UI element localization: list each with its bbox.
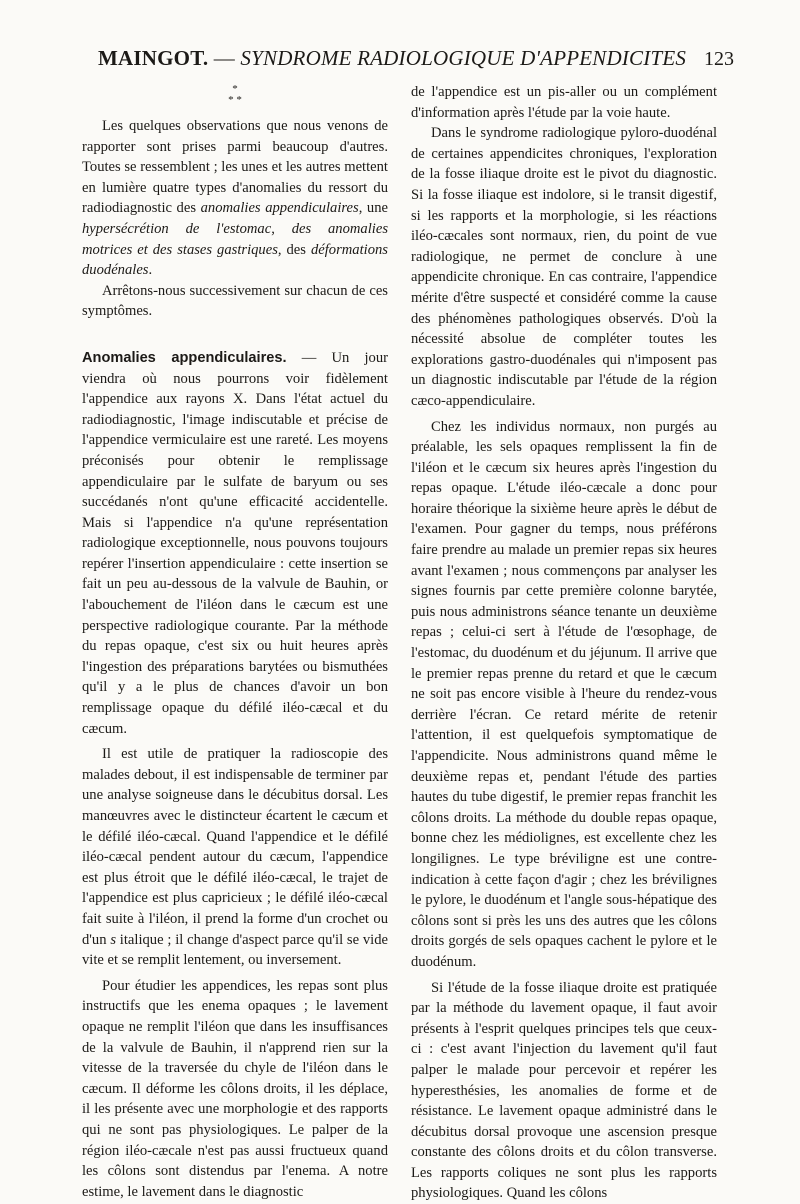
header-dash: — <box>208 46 241 70</box>
right-paragraph-4: Si l'étude de la fosse iliaque droite est pratiquée par la méthode du lavement opaque, il faut avoir présents à l'esprit quelques principes tels que ceux-ci : c'est avant l'injection du lavement qu'il faut palper le malade pour percevoir et repérer les hyperesthésies, les anomalies de forme et de résistance. Le lavement opaque administré dans le décubitus dorsal provoque une ascension presque constante des côlons droits et du côlon transverse. Les rapports coliques ne sont plus les rapports physiologiques. Quand les côlons <box>411 979 717 1202</box>
left-paragraph-1 <box>82 116 388 281</box>
p3-text: — Un jour viendra où nous pourrons voir fidèlement l'appendice aux rayons X. Dans l'état actuel du radiodiagnostic, l'image indiscutable et précise de l'appendice vermiculaire est une rareté. Les moyens préconisés pour obtenir le remplissage appendiculaire par le sulfate de baryum ou ses succédanés n'ont qu'une efficacité accidentelle. Mais si l'appendice n'a qu'une représentation radiologique exceptionnelle, nous pouvons toujours repérer l'insertion appendiculaire : cette insertion se fait un peu au-dessous de la valvule de Bauhin, or l'abouchement de l'iléon dans le cæcum est une perspective radiologique courante. Par la méthode du repas opaque, c'est six ou huit heures après l'ingestion des préparations barytées ou bismuthées qu'il y a le plus de chances d'avoir un bon remplissage opaque du défilé iléo-cæcal et du cæcum. <box>82 349 388 737</box>
p4-italic: s <box>110 931 117 948</box>
page-number: 123 <box>704 48 734 70</box>
left-paragraph-2: Arrêtons-nous successivement sur chacun de ces symptômes. <box>82 282 388 320</box>
section-heading: Anomalies appendiculaires. <box>82 349 287 366</box>
p1-text-c: , <box>271 220 292 237</box>
p1-italic-1: anomalies appendiculaires <box>200 200 359 217</box>
right-paragraph-3: Chez les individus normaux, non purgés au préalable, les sels opaques remplissent la fin de l'iléon et le cæcum six heures après l'ingestion du repas opaque. L'étude iléo-cæcale a donc pour horaire théorique la sixième heure après le début de l'examen. Pour gagner du temps, nous préférons faire prendre au malade un premier repas six heures avant l'examen ; nous commençons par analyser les signes fournis par cette première colonne barytée, puis nous administrons séance tenante un deuxième repas ; celui-ci sert à l'étude de l'œsophage, de l'estomac, du duodénum et du jéjunum. Il arrive que le premier repas prenne du retard et que le cæcum ne soit pas encore visible à l'heure du rendez-vous derrière l'écran. Ce retard mérite de retenir l'attention, il est quelquefois symptomatique de l'appendicite. Nous administrons quand même le deuxième repas et, pendant l'étude des parties hautes du tube digestif, le premier repas franchit les côlons droits. La méthode du double repas opaque, bonne chez les médiolignes, est excellente chez les longilignes. Le type bréviligne est une contre-indication à cette façon d'agir ; chez les brévilignes le pylore, le duodénum et l'angle sous-hépatique des côlons sont si près les uns des autres que les côlons droits gorgés de sels opaques cachent le pylore et le duodénum. <box>411 418 717 970</box>
right-column <box>411 82 717 1204</box>
left-paragraph-4 <box>82 744 388 971</box>
running-header <box>98 46 738 76</box>
p4-text-b: italique ; il change d'aspect parce qu'il se vide vite et se remplit lentement, ou inversement. <box>82 931 389 969</box>
p1-italic-4: déformations duodénales <box>82 241 388 279</box>
p1-text-a: Les quelques observations que nous venons de rapporter sont prises parmi beaucoup d'autres. Toutes se ressemblent ; les unes et les autres mettent en lumière quatre types d'anomalies du ressort du radiodiagnostic des <box>82 118 388 217</box>
right-paragraph-1: de l'appendice est un pis-aller ou un complément d'information après l'étude par la voie haute. <box>411 84 717 121</box>
p1-text-e: . <box>148 262 153 279</box>
header-topic: SYNDROME RADIOLOGIQUE D'APPENDICITES <box>240 46 687 70</box>
asterism-separator <box>82 82 388 116</box>
left-paragraph-5: Pour étudier les appendices, les repas sont plus instructifs que les enema opaques ; le lavement opaque ne remplit l'iléon que dans les insuffisances de la valvule de Bauhin, il n'apprend rien sur la vitesse de la traversée du chyle de l'iléon dans le cæcum. Il déforme les côlons droits, il les déplace, il les présente avec une morphologie et des rapports qui ne sont pas physiologiques. Le palper de la région iléo-cæcale n'est pas aussi fructueux quand les côlons sont distendus par l'enema. A notre estime, le lavement dans le diagnostic <box>82 977 388 1200</box>
header-title <box>98 46 686 71</box>
right-paragraph-2: Dans le syndrome radiologique pyloro-duodénal de certaines appendicites chroniques, l'exploration de la fosse iliaque droite est le pivot du diagnostic. Si la fosse iliaque est indolore, si le transit digestif, si les rapports et la morphologie, si les réactions iléo-cæcales sont normaux, rien, du point de vue radiologique, ne permet de conclure à une appendicite chronique. En cas contraire, l'appendice mérite d'être suspecté et considéré comme la cause des phénomènes pathologiques observés. D'où la nécessité absolue de compléter toutes les explorations gastro-duodénales qui n'imposent pas un diagnostic indiscutable par l'étude de la région cæco-appendiculaire. <box>411 125 717 409</box>
left-paragraph-3 <box>82 348 388 739</box>
p1-text-b: , une <box>358 200 388 217</box>
p1-italic-3: des anomalies motrices et des stases gastriques <box>82 220 388 258</box>
header-author: MAINGOT. <box>98 46 209 70</box>
asterism-bottom: * * <box>228 94 242 106</box>
p4-text-a: Il est utile de pratiquer la radioscopie des malades debout, il est indispensable de terminer par une analyse soigneuse dans le décubitus dorsal. Les manœuvres avec le distincteur écartent le cæcum et le défilé iléo-cæcal. Quand l'appendice et le défilé iléo-cæcal pendent autour du cæcum, l'appendice est plus étroit que le défilé iléo-cæcal, le trajet de l'appendice est plus capricieux ; le défilé iléo-cæcal fait suite à l'iléon, il prend la forme d'un crochet ou d'un <box>82 746 388 948</box>
p1-italic-2: hypersécrétion de l'estomac <box>82 220 272 237</box>
p1-text-d: , des <box>277 241 311 258</box>
asterism-top: * <box>232 83 238 95</box>
left-column <box>82 82 388 1202</box>
